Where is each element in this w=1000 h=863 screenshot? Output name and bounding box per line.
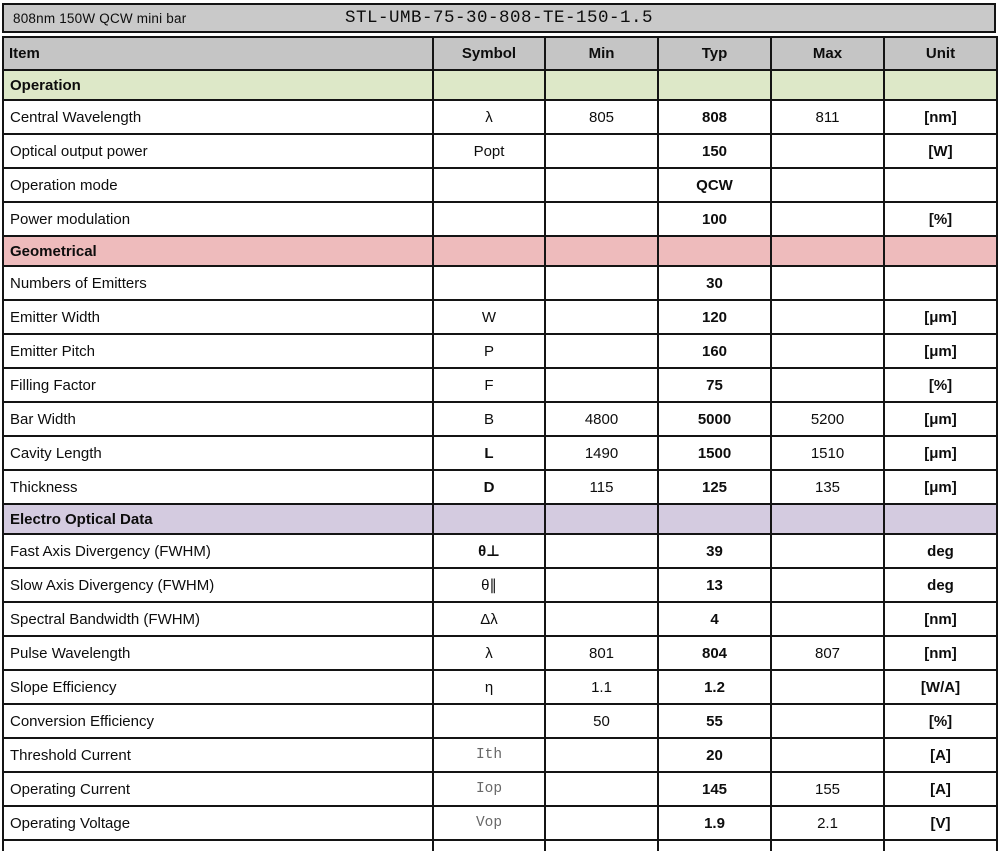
- max-cell: 811: [771, 100, 884, 134]
- symbol-cell: L: [433, 436, 545, 470]
- max-cell: [771, 738, 884, 772]
- unit-cell: [nm]: [884, 602, 997, 636]
- min-cell: [545, 772, 658, 806]
- section-cell: [771, 236, 884, 266]
- section-title: Electro Optical Data: [3, 504, 433, 534]
- spec-row: [3, 202, 997, 236]
- spec-row: [3, 402, 997, 436]
- unit-cell: [μm]: [884, 300, 997, 334]
- section-title: Operation: [3, 70, 433, 100]
- typ-cell: 13: [658, 568, 771, 602]
- spec-table-body: [3, 70, 997, 851]
- symbol-cell: B: [433, 402, 545, 436]
- spec-row: [3, 470, 997, 504]
- typ-cell: 125: [658, 470, 771, 504]
- item-cell: Central Wavelength: [3, 100, 433, 134]
- section-cell: [545, 504, 658, 534]
- min-cell: [545, 534, 658, 568]
- max-cell: [771, 202, 884, 236]
- max-cell: [771, 334, 884, 368]
- min-cell: [545, 568, 658, 602]
- spec-row: [3, 636, 997, 670]
- typ-cell: 120: [658, 300, 771, 334]
- item-cell: Emitter Pitch: [3, 334, 433, 368]
- column-header-typ: Typ: [658, 37, 771, 70]
- typ-cell: 145: [658, 772, 771, 806]
- section-cell: [658, 504, 771, 534]
- symbol-cell: Ith: [433, 738, 545, 772]
- unit-cell: [A]: [884, 738, 997, 772]
- min-cell: [545, 266, 658, 300]
- max-cell: [771, 602, 884, 636]
- section-header-row: [3, 70, 997, 100]
- min-cell: [545, 738, 658, 772]
- spec-table: [2, 36, 998, 851]
- min-cell: [545, 134, 658, 168]
- spec-row: [3, 436, 997, 470]
- title-bar: [2, 3, 996, 33]
- max-cell: [771, 300, 884, 334]
- unit-cell: [nm]: [884, 100, 997, 134]
- symbol-cell: [433, 202, 545, 236]
- unit-cell: [μm]: [884, 470, 997, 504]
- min-cell: [545, 202, 658, 236]
- spec-row: [3, 568, 997, 602]
- unit-cell: deg: [884, 568, 997, 602]
- min-cell: [545, 168, 658, 202]
- partial-cell: [884, 840, 997, 851]
- spec-row: [3, 334, 997, 368]
- section-cell: [658, 236, 771, 266]
- max-cell: [771, 670, 884, 704]
- item-cell: Slow Axis Divergency (FWHM): [3, 568, 433, 602]
- max-cell: [771, 168, 884, 202]
- max-cell: [771, 534, 884, 568]
- unit-cell: [%]: [884, 368, 997, 402]
- max-cell: 155: [771, 772, 884, 806]
- symbol-cell: θ⊥: [433, 534, 545, 568]
- section-cell: [433, 236, 545, 266]
- column-header-max: Max: [771, 37, 884, 70]
- symbol-cell: η: [433, 670, 545, 704]
- item-cell: Filling Factor: [3, 368, 433, 402]
- unit-cell: [%]: [884, 704, 997, 738]
- item-cell: Conversion Efficiency: [3, 704, 433, 738]
- max-cell: 2.1: [771, 806, 884, 840]
- item-cell: Numbers of Emitters: [3, 266, 433, 300]
- item-cell: Cavity Length: [3, 436, 433, 470]
- item-cell: Power modulation: [3, 202, 433, 236]
- item-cell: Thickness: [3, 470, 433, 504]
- symbol-cell: θ∥: [433, 568, 545, 602]
- unit-cell: [884, 168, 997, 202]
- typ-cell: QCW: [658, 168, 771, 202]
- min-cell: [545, 334, 658, 368]
- unit-cell: [μm]: [884, 402, 997, 436]
- unit-cell: [W/A]: [884, 670, 997, 704]
- symbol-cell: Vop: [433, 806, 545, 840]
- typ-cell: 1500: [658, 436, 771, 470]
- section-header-row: [3, 236, 997, 266]
- spec-row: [3, 134, 997, 168]
- max-cell: [771, 368, 884, 402]
- spec-row: [3, 738, 997, 772]
- partial-cell: [771, 840, 884, 851]
- section-cell: [771, 70, 884, 100]
- unit-cell: [nm]: [884, 636, 997, 670]
- typ-cell: 808: [658, 100, 771, 134]
- max-cell: 1510: [771, 436, 884, 470]
- typ-cell: 20: [658, 738, 771, 772]
- section-cell: [884, 70, 997, 100]
- spec-row: [3, 368, 997, 402]
- min-cell: 4800: [545, 402, 658, 436]
- typ-cell: 1.2: [658, 670, 771, 704]
- section-cell: [545, 236, 658, 266]
- unit-cell: [μm]: [884, 334, 997, 368]
- min-cell: [545, 300, 658, 334]
- min-cell: 805: [545, 100, 658, 134]
- partial-cell: [658, 840, 771, 851]
- spec-row: [3, 670, 997, 704]
- item-cell: Optical output power: [3, 134, 433, 168]
- typ-cell: 75: [658, 368, 771, 402]
- max-cell: [771, 704, 884, 738]
- min-cell: 115: [545, 470, 658, 504]
- section-cell: [658, 70, 771, 100]
- unit-cell: [μm]: [884, 436, 997, 470]
- min-cell: 50: [545, 704, 658, 738]
- section-header-row: [3, 504, 997, 534]
- max-cell: [771, 266, 884, 300]
- min-cell: [545, 602, 658, 636]
- spec-row: [3, 100, 997, 134]
- max-cell: 135: [771, 470, 884, 504]
- max-cell: 5200: [771, 402, 884, 436]
- column-header-item: Item: [3, 37, 433, 70]
- symbol-cell: D: [433, 470, 545, 504]
- product-name: 808nm 150W QCW mini bar: [13, 10, 187, 26]
- symbol-cell: [433, 266, 545, 300]
- typ-cell: 30: [658, 266, 771, 300]
- symbol-cell: [433, 168, 545, 202]
- spec-row: [3, 602, 997, 636]
- partial-cell: [545, 840, 658, 851]
- item-cell: Operating Voltage: [3, 806, 433, 840]
- section-cell: [433, 70, 545, 100]
- symbol-cell: W: [433, 300, 545, 334]
- spec-row: [3, 300, 997, 334]
- section-cell: [884, 504, 997, 534]
- min-cell: 801: [545, 636, 658, 670]
- section-cell: [433, 504, 545, 534]
- symbol-cell: λ: [433, 100, 545, 134]
- section-cell: [545, 70, 658, 100]
- typ-cell: 150: [658, 134, 771, 168]
- min-cell: [545, 368, 658, 402]
- symbol-cell: Δλ: [433, 602, 545, 636]
- section-cell: [771, 504, 884, 534]
- typ-cell: 55: [658, 704, 771, 738]
- unit-cell: [W]: [884, 134, 997, 168]
- item-cell: Fast Axis Divergency (FWHM): [3, 534, 433, 568]
- section-cell: [884, 236, 997, 266]
- spec-row: [3, 168, 997, 202]
- section-title: Geometrical: [3, 236, 433, 266]
- max-cell: 807: [771, 636, 884, 670]
- spec-row: [3, 806, 997, 840]
- unit-cell: [V]: [884, 806, 997, 840]
- partial-cell: [433, 840, 545, 851]
- typ-cell: 39: [658, 534, 771, 568]
- typ-cell: 1.9: [658, 806, 771, 840]
- symbol-cell: F: [433, 368, 545, 402]
- symbol-cell: λ: [433, 636, 545, 670]
- typ-cell: 804: [658, 636, 771, 670]
- unit-cell: deg: [884, 534, 997, 568]
- min-cell: 1.1: [545, 670, 658, 704]
- min-cell: 1490: [545, 436, 658, 470]
- column-header-row: [3, 37, 997, 70]
- column-header-unit: Unit: [884, 37, 997, 70]
- unit-cell: [884, 266, 997, 300]
- spec-row: [3, 266, 997, 300]
- typ-cell: 5000: [658, 402, 771, 436]
- item-cell: Operation mode: [3, 168, 433, 202]
- item-cell: Emitter Width: [3, 300, 433, 334]
- item-cell: Slope Efficiency: [3, 670, 433, 704]
- partial-cell: [3, 840, 433, 851]
- min-cell: [545, 806, 658, 840]
- column-header-symbol: Symbol: [433, 37, 545, 70]
- partial-next-row: [3, 840, 997, 851]
- symbol-cell: [433, 704, 545, 738]
- item-cell: Spectral Bandwidth (FWHM): [3, 602, 433, 636]
- item-cell: Bar Width: [3, 402, 433, 436]
- typ-cell: 4: [658, 602, 771, 636]
- unit-cell: [A]: [884, 772, 997, 806]
- spec-row: [3, 704, 997, 738]
- symbol-cell: Popt: [433, 134, 545, 168]
- spec-row: [3, 534, 997, 568]
- item-cell: Pulse Wavelength: [3, 636, 433, 670]
- item-cell: Threshold Current: [3, 738, 433, 772]
- unit-cell: [%]: [884, 202, 997, 236]
- typ-cell: 160: [658, 334, 771, 368]
- model-number: STL-UMB-75-30-808-TE-150-1.5: [344, 8, 654, 28]
- max-cell: [771, 134, 884, 168]
- typ-cell: 100: [658, 202, 771, 236]
- symbol-cell: P: [433, 334, 545, 368]
- column-header-min: Min: [545, 37, 658, 70]
- spec-row: [3, 772, 997, 806]
- max-cell: [771, 568, 884, 602]
- item-cell: Operating Current: [3, 772, 433, 806]
- symbol-cell: Iop: [433, 772, 545, 806]
